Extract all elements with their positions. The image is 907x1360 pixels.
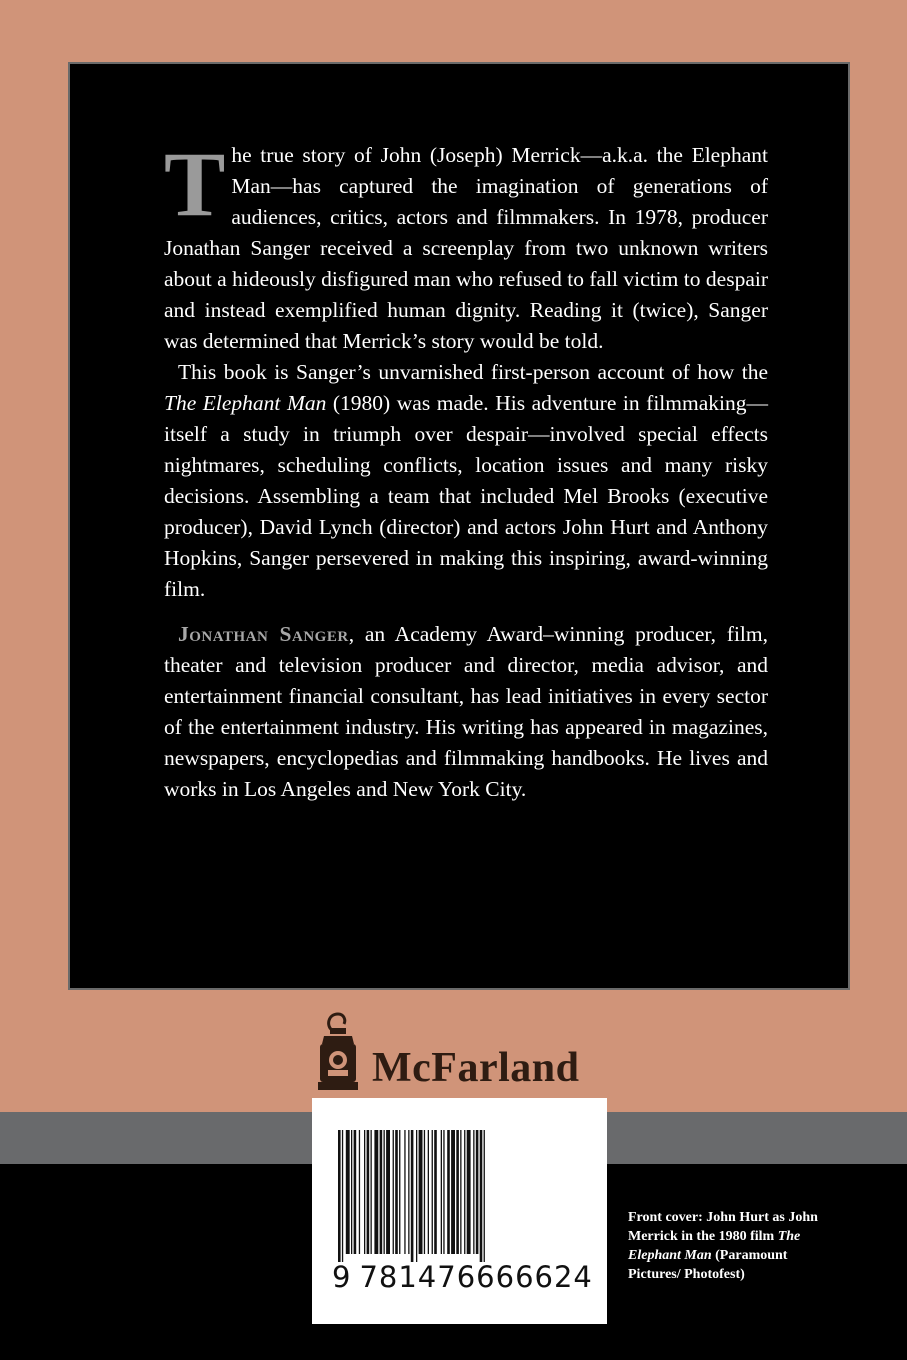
- lantern-icon: [314, 1012, 362, 1092]
- author-bio: Jonathan Sanger, an Academy Award–winning producer, film, theater and television producer and director, media advisor, and entertainment financial consultant, has lead initiatives in every sector of the entertainment industry. His writing has appeared in magazines, newspapers, encyclopedias and filmmaking handbooks. He lives and works in Los Angeles and New York City.: [164, 622, 768, 801]
- description-paragraph-2: This book is Sanger’s unvarnished first-person account of how the The Elephant Man (1980) was made. His adventure in filmmaking—itself a study in triumph over despair—involved special effects nightmares, scheduling conflicts, location issues and many risky decisions. Assembling a team that included Mel Brooks (executive producer), David Lynch (director) and actors John Hurt and Anthony Hopkins, Sanger persevered in making this inspiring, award-winning film.: [164, 360, 768, 601]
- isbn-number: 9 781476666624: [332, 1260, 593, 1294]
- cover-caption: Front cover: John Hurt as John Merrick in the 1980 film The Elephant Man (Paramount Pictures/ Photofest): [628, 1210, 818, 1282]
- drop-cap: T: [164, 133, 226, 235]
- barcode: [338, 1130, 578, 1262]
- publisher-logo: [314, 1012, 579, 1092]
- author-name: Jonathan Sanger: [178, 622, 349, 646]
- barcode-box: [312, 1098, 607, 1324]
- back-cover-text: [164, 133, 768, 805]
- publisher-name: McFarland: [372, 1045, 580, 1091]
- description-paragraph-1: The true story of John (Joseph) Merrick—a.k.a. the Elephant Man—has captured the imagination of generations of audiences, critics, actors and filmmakers. In 1978, producer Jonathan Sanger received a screenplay from two unknown writers about a hideously disfigured man who refused to fall victim to despair and instead exemplified human dignity. Reading it (twice), Sanger was determined that Merrick’s story would be told.: [164, 133, 768, 353]
- book-film-title: The Elephant Man: [164, 391, 327, 415]
